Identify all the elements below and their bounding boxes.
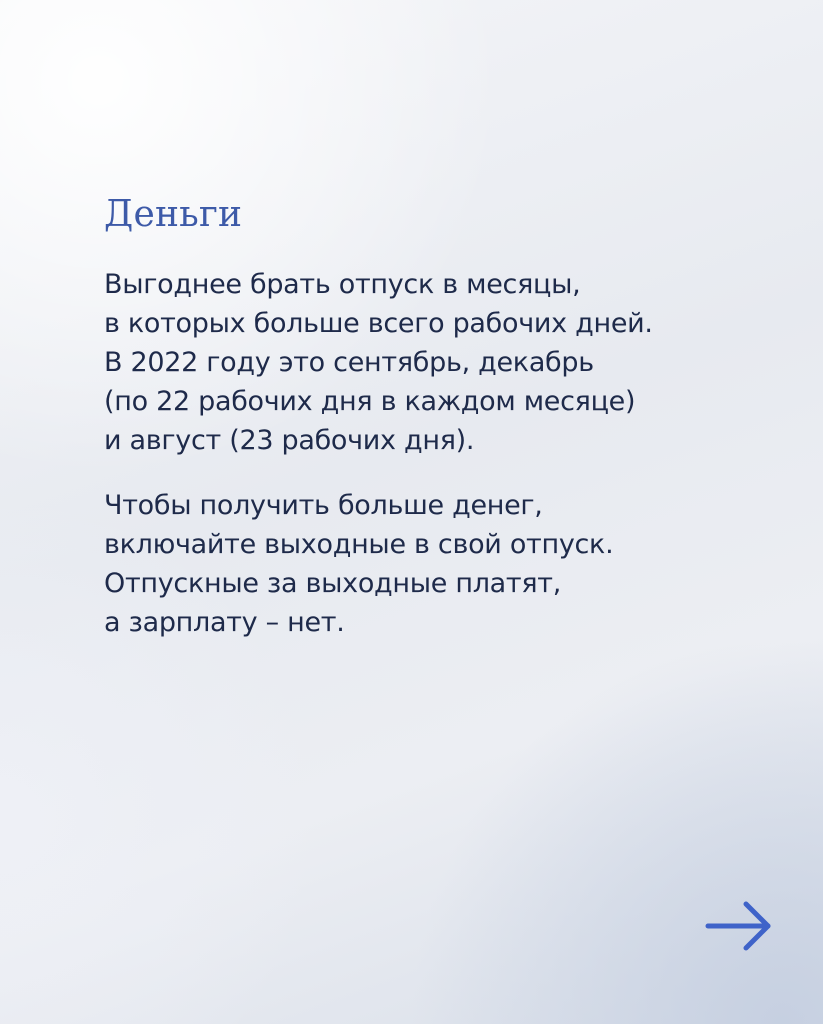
text-line: Отпускные за выходные платят, xyxy=(104,568,562,599)
text-line: и август (23 рабочих дня). xyxy=(104,425,475,456)
text-line: включайте выходные в свой отпуск. xyxy=(104,529,614,560)
text-line: в которых больше всего рабочих дней. xyxy=(104,308,653,339)
text-line: Чтобы получить больше денег, xyxy=(104,490,543,521)
next-button[interactable] xyxy=(704,898,774,954)
arrow-right-icon xyxy=(704,898,774,954)
content-card xyxy=(104,193,784,642)
text-line: В 2022 году это сентябрь, декабрь xyxy=(104,347,594,378)
paragraph-weekends xyxy=(104,486,784,642)
section-title: Деньги xyxy=(104,194,243,235)
text-line: Выгоднее брать отпуск в месяцы, xyxy=(104,269,581,300)
paragraph-vacation-months xyxy=(104,265,784,460)
text-line: (по 22 рабочих дня в каждом месяце) xyxy=(104,386,636,417)
text-line: а зарплату – нет. xyxy=(104,607,345,638)
